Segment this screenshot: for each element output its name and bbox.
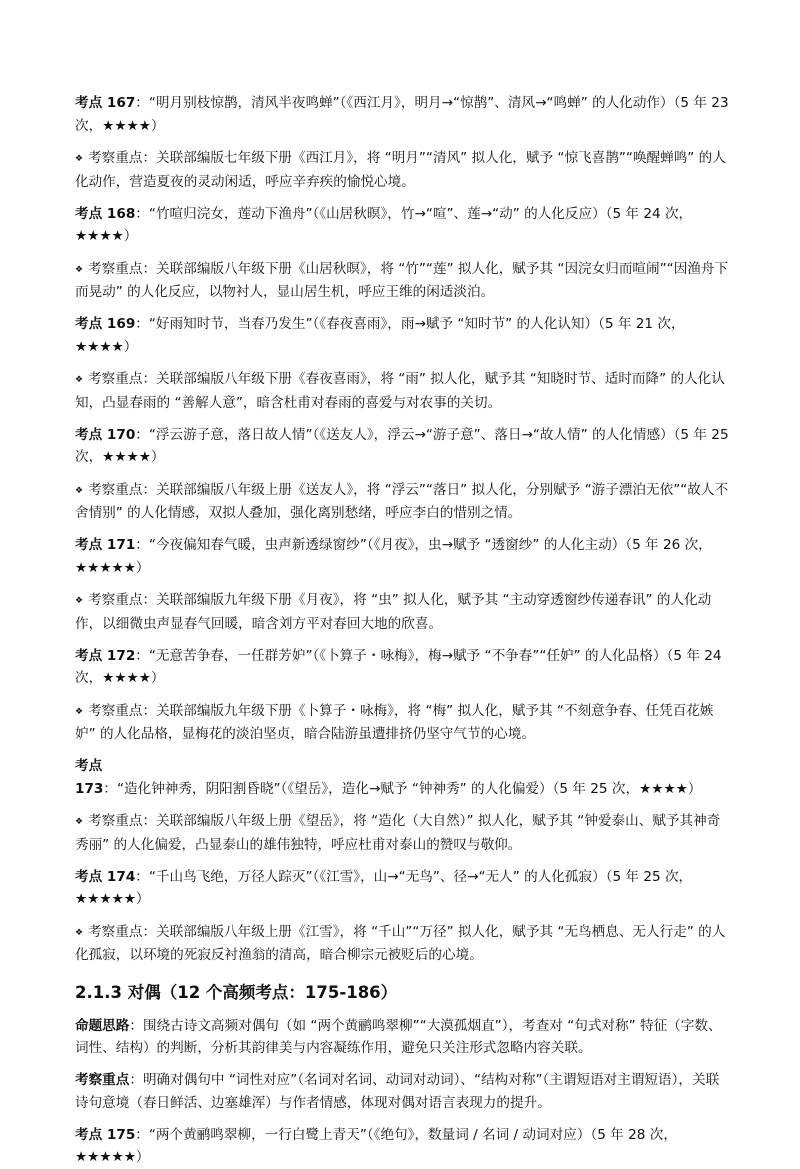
focus-label: 考察重点: [88, 150, 143, 166]
section-focus: [75, 1069, 730, 1114]
kaodian-label: 考点 172: [75, 647, 136, 664]
focus-174: [75, 921, 730, 967]
kaodian-label: 考点 169: [75, 316, 136, 332]
kaodian-label: 考点 175: [75, 1126, 136, 1143]
kaodian-170: [75, 424, 730, 469]
kaodian-text: ：“无意苦争春，一任群芳妒”（《卜算子・咏梅》，梅→赋予 “不争春”“任妒” 的人化品格）（5 年 24 次，★★★★）: [75, 647, 722, 686]
focus-text: ：关联部编版九年级下册《月夜》，将 “虫” 拟人化，赋予其 “主动穿透窗纱传递春讯” 的人化动作，以细微虫声显春气回暖，暗含刘方平对春回大地的欣喜。: [75, 592, 712, 632]
diamond-bullet-icon: ❖: [75, 817, 84, 827]
kaodian-text: ：“好雨知时节，当春乃发生”（《春夜喜雨》，雨→赋予 “知时节” 的人化认知）（5 年 21 次，★★★★）: [75, 316, 685, 355]
focus-170: [75, 479, 730, 525]
focus-173: [75, 810, 730, 856]
focus-label: 考察重点: [88, 371, 143, 387]
focus-text: ：关联部编版八年级下册《春夜喜雨》，将 “雨” 拟人化，赋予其 “知晓时节、适时而降” 的人化认知，凸显春雨的 “善解人意”，暗含杜甫对春雨的喜爱与对农事的关切。: [75, 371, 725, 411]
kaodian-text: ：“浮云游子意，落日故人情”（《送友人》，浮云→“游子意”、落日→“故人情” 的人化情感）（5 年 25 次，★★★★）: [75, 426, 729, 465]
focus-text: ：关联部编版七年级下册《西江月》，将 “明月”“清风” 拟人化，赋予 “惊飞喜鹊”“唤醒蝉鸣” 的人化动作，营造夏夜的灵动闲适，呼应辛弃疾的愉悦心境。: [75, 150, 726, 190]
focus-label: 考察重点: [88, 702, 143, 719]
kaodian-171: [75, 534, 730, 579]
proposition-text: ：围绕古诗文高频对偶句（如 “两个黄鹂鸣翠柳”“大漠孤烟直”），考查对 “句式对称” 特征（字数、词性、结构）的判断，分析其韵律美与内容凝练作用，避免只关注形式忽略内容关联。: [75, 1017, 722, 1056]
section-focus-text: ：明确对偶句中 “词性对应”（名词对名词、动词对动词）、“结构对称”（主谓短语对主谓短语），关联诗句意境（春日鲜活、边塞雄浑）与作者情感，体现对偶对语言表现力的提升。: [75, 1072, 720, 1111]
focus-167: [75, 147, 730, 193]
kaodian-label: 考点 171: [75, 537, 136, 553]
kaodian-label: 考点 174: [75, 868, 136, 885]
focus-label: 考察重点: [88, 481, 143, 498]
kaodian-172: [75, 645, 730, 690]
kaodian-text: ：“竹喧归浣女，莲动下渔舟”（《山居秋暝》，竹→“喧”、莲→“动” 的人化反应）（5 年 24 次，★★★★）: [75, 205, 693, 244]
diamond-bullet-icon: ❖: [75, 927, 84, 938]
focus-label: 考察重点: [88, 923, 143, 940]
kaodian-169: [75, 313, 730, 358]
kaodian-text: ：“两个黄鹂鸣翠柳，一行白鹭上青天”（《绝句》，数量词 / 名词 / 动词对应）（5 年 28 次，★★★★★）: [75, 1126, 677, 1165]
focus-171: [75, 589, 730, 635]
kaodian-175: [75, 1124, 730, 1169]
diamond-bullet-icon: ❖: [75, 375, 84, 385]
kaodian-text: ：“今夜偏知春气暖，虫声新透绿窗纱”（《月夜》，虫→赋予 “透窗纱” 的人化主动）（5 年 26 次，★★★★★）: [75, 537, 712, 576]
diamond-bullet-icon: ❖: [75, 485, 84, 496]
proposition-label: 命题思路: [75, 1017, 130, 1034]
diamond-bullet-icon: ❖: [75, 154, 84, 164]
focus-168: [75, 258, 730, 304]
kaodian-text: ：“明月别枝惊鹊，清风半夜鸣蝉”（《西江月》，明月→“惊鹊”、清风→“鸣蝉” 的人化动作）（5 年 23 次，★★★★）: [75, 95, 729, 134]
focus-label: 考察重点: [88, 260, 143, 277]
focus-label: 考察重点: [88, 592, 143, 608]
kaodian-167: [75, 92, 730, 137]
kaodian-173: [75, 755, 730, 800]
kaodian-168: [75, 203, 730, 248]
focus-text: ：关联部编版八年级上册《送友人》，将 “浮云”“落日” 拟人化，分别赋予 “游子漂泊无依”“故人不舍情别” 的人化情感，双拟人叠加，强化离别愁绪，呼应李白的惜别之情。: [75, 481, 729, 521]
proposition-idea: [75, 1015, 730, 1060]
section-heading: 2.1.3 对偶（12 个高频考点：175-186）: [75, 982, 398, 1002]
kaodian-text: ：“千山鸟飞绝，万径人踪灭”（《江雪》，山→“无鸟”、径→“无人” 的人化孤寂）（5 年 25 次，★★★★★）: [75, 868, 693, 907]
diamond-bullet-icon: ❖: [75, 264, 84, 275]
diamond-bullet-icon: ❖: [75, 596, 84, 606]
focus-label: 考察重点: [88, 813, 143, 829]
focus-text: ：关联部编版八年级上册《江雪》，将 “千山”“万径” 拟人化，赋予其 “无鸟栖息、无人行走” 的人化孤寂，以环境的死寂反衬渔翁的清高，暗合柳宗元被贬后的心境。: [75, 923, 726, 963]
kaodian-label: 考点 167: [75, 95, 136, 111]
diamond-bullet-icon: ❖: [75, 706, 84, 717]
kaodian-label: 考点 170: [75, 426, 136, 443]
section-focus-label: 考察重点: [75, 1072, 130, 1088]
focus-text: ：关联部编版九年级下册《卜算子・咏梅》，将 “梅” 拟人化，赋予其 “不刻意争春、任凭百花嫉妒” 的人化品格，显梅花的淡泊坚贞，暗合陆游虽遭排挤仍坚守气节的心境。: [75, 702, 714, 742]
kaodian-text: ：“造化钟神秀，阴阳割昏晓”（《望岳》，造化→赋予 “钟神秀” 的人化偏爱）（5 年 25 次，★★★★）: [103, 780, 702, 797]
kaodian-label: 考点 173: [75, 758, 104, 797]
kaodian-174: [75, 866, 730, 911]
kaodian-label: 考点 168: [75, 205, 136, 222]
focus-text: ：关联部编版八年级上册《望岳》，将 “造化（大自然）” 拟人化，赋予其 “钟爱泰山、赋予其神奇秀丽” 的人化偏爱，凸显泰山的雄伟独特，呼应杜甫对泰山的赞叹与敬仰。: [75, 813, 721, 853]
focus-text: ：关联部编版八年级下册《山居秋暝》，将 “竹”“莲” 拟人化，赋予其 “因浣女归而喧闹”“因渔舟下而晃动” 的人化反应，以物衬人，显山居生机，呼应王维的闲适淡泊。: [75, 260, 729, 300]
focus-169: [75, 368, 730, 414]
focus-172: [75, 700, 730, 746]
